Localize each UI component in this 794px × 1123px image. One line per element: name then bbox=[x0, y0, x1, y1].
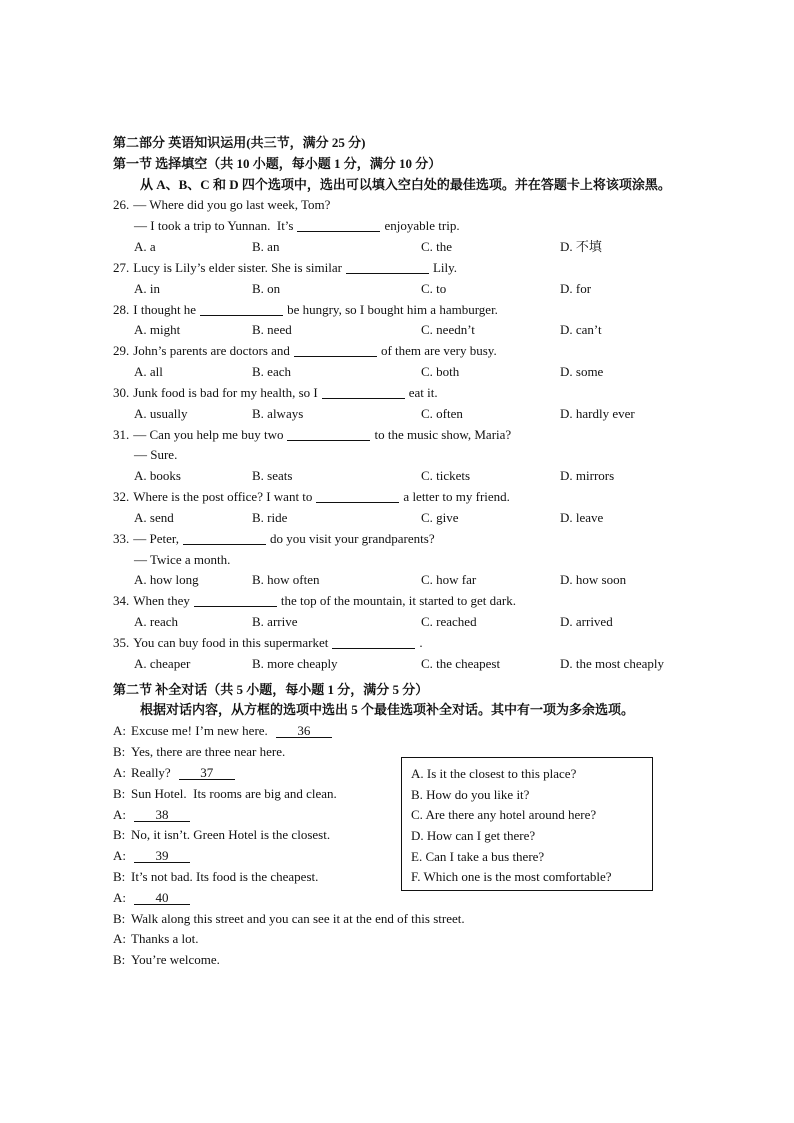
option-d: D. 不填 bbox=[560, 239, 602, 255]
question-text: the top of the mountain, it started to get dark. bbox=[280, 593, 516, 609]
option-a: A. all bbox=[134, 364, 163, 380]
speaker: A: bbox=[113, 848, 126, 864]
section2-title-text: 第二节 补全对话（共 5 小题，每小题 1 分，满分 5 分） bbox=[113, 681, 429, 697]
option-c: C. needn’t bbox=[421, 322, 475, 338]
dialogue-blank-37: 37 bbox=[179, 766, 235, 780]
answer-blank bbox=[346, 261, 429, 274]
option-b: B. always bbox=[252, 405, 304, 421]
question-text: — Sure. bbox=[134, 447, 178, 463]
question-text: — Where did you go last week, Tom? bbox=[133, 197, 331, 213]
dialogue-text: No, it isn’t. Green Hotel is the closest. bbox=[131, 827, 331, 843]
question-text: do you visit your grandparents? bbox=[269, 530, 435, 546]
dialogue-text: It’s not bad. Its food is the cheapest. bbox=[131, 868, 319, 884]
question-text: be hungry, so I bought him a hamburger. bbox=[287, 301, 498, 317]
speaker: B: bbox=[113, 868, 126, 884]
option-a: A. a bbox=[134, 239, 156, 255]
dialogue-line bbox=[113, 909, 713, 930]
question-text: enjoyable trip. bbox=[384, 218, 460, 234]
dialogue-text: Walk along this street and you can see it at the end of this street. bbox=[131, 910, 465, 926]
question-text: Lucy is Lily’s elder sister. She is similar bbox=[133, 259, 342, 275]
question-text: — Can you help me buy two bbox=[133, 426, 284, 442]
question-number: 34. bbox=[113, 593, 130, 609]
option-d: D. leave bbox=[560, 509, 604, 525]
question-number: 33. bbox=[113, 530, 130, 546]
section2-instruction-text: 根据对话内容，从方框的选项中选出 5 个最佳选项补全对话。其中有一项为多余选项。 bbox=[140, 702, 635, 718]
choice-a: A. Is it the closest to this place? bbox=[411, 766, 577, 781]
question-33-reply bbox=[113, 550, 713, 571]
option-d: D. some bbox=[560, 364, 604, 380]
answer-blank bbox=[200, 303, 283, 316]
option-b: B. how often bbox=[252, 572, 320, 588]
option-b: B. an bbox=[252, 239, 280, 255]
option-b: B. arrive bbox=[252, 614, 298, 630]
question-29-stem bbox=[113, 341, 713, 362]
question-text: eat it. bbox=[408, 384, 438, 400]
dialogue-text: Excuse me! I’m new here. bbox=[131, 723, 268, 739]
speaker: B: bbox=[113, 744, 126, 760]
option-b: B. each bbox=[252, 364, 291, 380]
option-d: D. mirrors bbox=[560, 468, 615, 484]
option-a: A. reach bbox=[134, 614, 179, 630]
question-text: Where is the post office? I want to bbox=[133, 489, 313, 505]
question-35-stem bbox=[113, 633, 713, 654]
dialogue-text: Really? bbox=[131, 764, 171, 780]
section1-instruction bbox=[113, 175, 713, 196]
section2-title bbox=[113, 680, 713, 701]
option-c: C. the bbox=[421, 239, 453, 255]
question-31-stem bbox=[113, 425, 713, 446]
question-29-options bbox=[113, 362, 713, 383]
answer-blank bbox=[316, 490, 399, 503]
option-a: A. usually bbox=[134, 405, 188, 421]
speaker: A: bbox=[113, 806, 126, 822]
option-d: D. can’t bbox=[560, 322, 602, 338]
question-number: 26. bbox=[113, 197, 130, 213]
speaker: B: bbox=[113, 910, 126, 926]
question-33-options bbox=[113, 570, 713, 591]
question-text: — Twice a month. bbox=[134, 551, 231, 567]
question-text: You can buy food in this supermarket bbox=[133, 634, 329, 650]
dialogue-blank-38: 38 bbox=[134, 808, 190, 822]
option-c: C. both bbox=[421, 364, 460, 380]
dialogue-blank-40: 40 bbox=[134, 891, 190, 905]
choices-box bbox=[401, 757, 653, 891]
option-a: A. in bbox=[134, 280, 160, 296]
option-a: A. might bbox=[134, 322, 181, 338]
question-text: When they bbox=[133, 593, 190, 609]
dialogue-blank-36: 36 bbox=[276, 724, 332, 738]
option-d: D. how soon bbox=[560, 572, 627, 588]
choice-e: E. Can I take a bus there? bbox=[411, 848, 545, 864]
question-28-options bbox=[113, 320, 713, 341]
speaker: A: bbox=[113, 764, 126, 780]
option-d: D. the most cheaply bbox=[560, 655, 664, 671]
section2-instruction bbox=[113, 700, 713, 721]
speaker: A: bbox=[113, 723, 126, 739]
answer-blank bbox=[322, 386, 405, 399]
speaker: B: bbox=[113, 785, 126, 801]
answer-blank bbox=[294, 344, 377, 357]
question-32-stem bbox=[113, 487, 713, 508]
question-text: John’s parents are doctors and bbox=[133, 343, 290, 359]
option-d: D. arrived bbox=[560, 614, 613, 630]
option-d: D. for bbox=[560, 280, 592, 296]
option-b: B. more cheaply bbox=[252, 655, 338, 671]
speaker: A: bbox=[113, 931, 126, 947]
part-title-text: 第二部分 英语知识运用(共三节，满分 25 分) bbox=[113, 135, 366, 150]
option-c: C. give bbox=[421, 509, 459, 525]
option-d: D. hardly ever bbox=[560, 405, 635, 421]
option-a: A. send bbox=[134, 509, 174, 525]
option-c: C. tickets bbox=[421, 468, 471, 484]
dialogue-text: Sun Hotel. Its rooms are big and clean. bbox=[131, 785, 337, 801]
question-34-options bbox=[113, 612, 713, 633]
choice-c: C. Are there any hotel around here? bbox=[411, 807, 597, 823]
option-b: B. need bbox=[252, 322, 292, 338]
question-text: a letter to my friend. bbox=[403, 489, 510, 505]
question-number: 28. bbox=[113, 301, 130, 317]
question-text: Lily. bbox=[432, 259, 458, 275]
question-27-options bbox=[113, 279, 713, 300]
dialogue-text: You’re welcome. bbox=[131, 952, 220, 968]
choice-f: F. Which one is the most comfortable? bbox=[411, 869, 612, 885]
dialogue-line bbox=[113, 721, 713, 742]
dialogue-blank-39: 39 bbox=[134, 849, 190, 863]
option-c: C. how far bbox=[421, 572, 477, 588]
question-number: 35. bbox=[113, 634, 130, 650]
question-32-options bbox=[113, 508, 713, 529]
answer-blank bbox=[297, 219, 380, 232]
question-text: of them are very busy. bbox=[380, 343, 497, 359]
question-text: Junk food is bad for my health, so I bbox=[133, 384, 318, 400]
question-26-stem bbox=[113, 195, 713, 216]
question-text: to the music show, Maria? bbox=[374, 426, 512, 442]
question-34-stem bbox=[113, 591, 713, 612]
dialogue-line bbox=[113, 950, 713, 971]
question-30-options bbox=[113, 404, 713, 425]
answer-blank bbox=[183, 532, 266, 545]
question-number: 27. bbox=[113, 259, 130, 275]
dialogue-text: Yes, there are three near here. bbox=[131, 744, 286, 760]
question-number: 30. bbox=[113, 384, 130, 400]
option-a: A. books bbox=[134, 468, 181, 484]
question-number: 29. bbox=[113, 343, 130, 359]
part-title bbox=[113, 133, 713, 154]
option-b: B. on bbox=[252, 280, 281, 296]
question-text: — I took a trip to Yunnan. It’s bbox=[134, 218, 294, 234]
option-b: B. ride bbox=[252, 509, 288, 525]
section1-instruction-text: 从 A、B、C 和 D 四个选项中，选出可以填入空白处的最佳选项。并在答题卡上将该项涂黑。 bbox=[140, 176, 671, 192]
question-33-stem bbox=[113, 529, 713, 550]
option-c: C. to bbox=[421, 280, 447, 296]
question-number: 31. bbox=[113, 426, 130, 442]
option-c: C. the cheapest bbox=[421, 655, 501, 671]
question-35-options bbox=[113, 654, 713, 675]
question-28-stem bbox=[113, 300, 713, 321]
section1-title bbox=[113, 154, 713, 175]
question-text: — Peter, bbox=[133, 530, 179, 546]
dialogue-line bbox=[113, 929, 713, 950]
question-26-options bbox=[113, 237, 713, 258]
answer-blank bbox=[287, 428, 370, 441]
question-31-options bbox=[113, 466, 713, 487]
question-number: 32. bbox=[113, 489, 130, 505]
speaker: B: bbox=[113, 827, 126, 843]
choice-d: D. How can I get there? bbox=[411, 828, 536, 844]
speaker: B: bbox=[113, 952, 126, 968]
question-31-reply bbox=[113, 445, 713, 466]
question-30-stem bbox=[113, 383, 713, 404]
option-a: A. cheaper bbox=[134, 655, 191, 671]
choice-b: B. How do you like it? bbox=[411, 786, 530, 802]
question-text: . bbox=[419, 634, 423, 650]
dialogue-text: Thanks a lot. bbox=[131, 931, 199, 947]
option-b: B. seats bbox=[252, 468, 293, 484]
answer-blank bbox=[194, 594, 277, 607]
option-c: C. often bbox=[421, 405, 463, 421]
option-c: C. reached bbox=[421, 614, 477, 630]
section1-title-text: 第一节 选择填空（共 10 小题，每小题 1 分，满分 10 分） bbox=[113, 155, 442, 171]
question-26-response bbox=[113, 216, 713, 237]
question-27-stem bbox=[113, 258, 713, 279]
option-a: A. how long bbox=[134, 572, 199, 588]
answer-blank bbox=[332, 636, 415, 649]
speaker: A: bbox=[113, 889, 126, 905]
question-text: I thought he bbox=[133, 301, 197, 317]
